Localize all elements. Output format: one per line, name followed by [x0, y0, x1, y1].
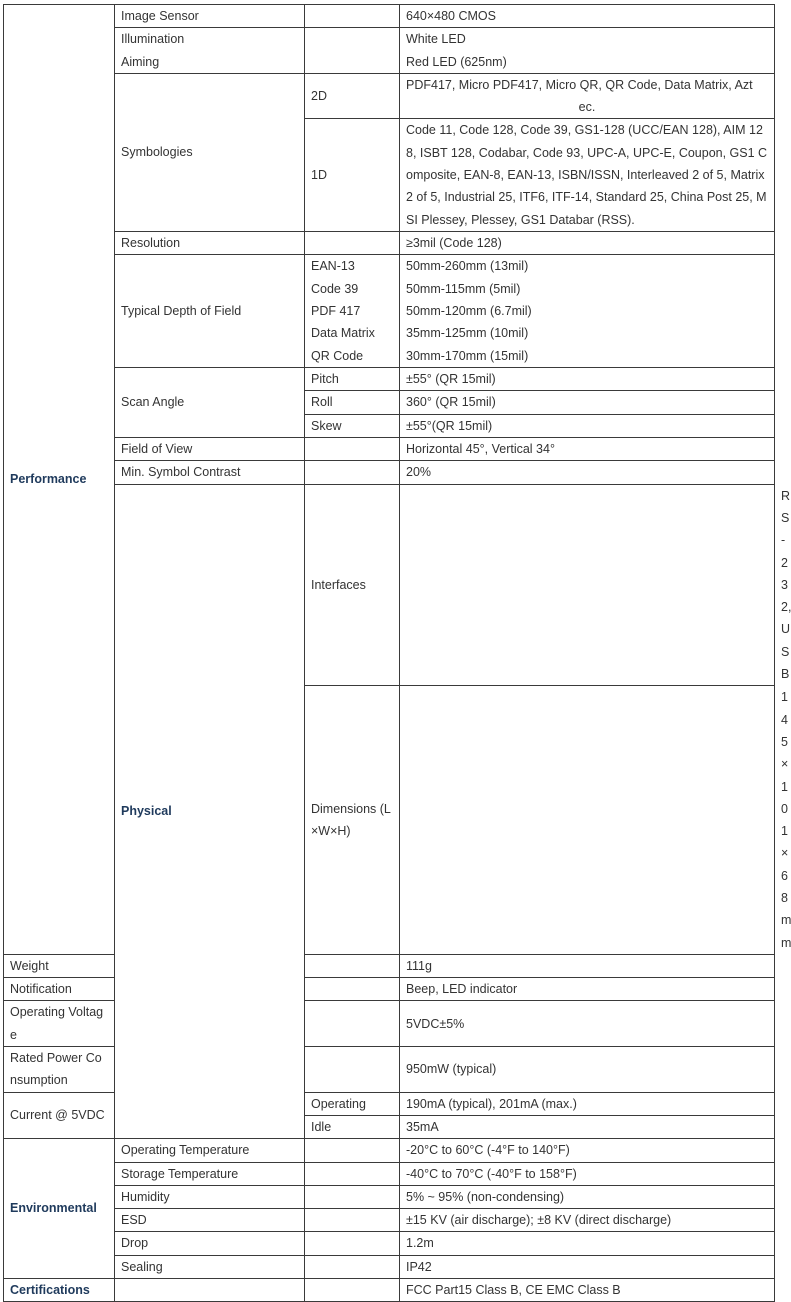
table-row — [4, 438, 775, 461]
table-row — [4, 231, 775, 254]
category-performance: Performance — [4, 5, 115, 955]
spec-value-resolution: ≥3mil (Code 128) — [400, 231, 775, 254]
spec-value-rated-power: 950mW (typical) — [400, 1047, 775, 1093]
spec-value-min-symbol-contrast: 20% — [400, 461, 775, 484]
spec-sub-empty — [305, 5, 400, 28]
table-row — [4, 368, 775, 391]
spec-sub-empty — [305, 1185, 400, 1208]
scan-angle-value: ±55° (QR 15mil) — [400, 368, 775, 391]
spec-value-weight: 111g — [400, 954, 775, 977]
dof-code: Data Matrix — [305, 322, 400, 344]
table-row — [4, 73, 775, 119]
spec-value-image-sensor: 640×480 CMOS — [400, 5, 775, 28]
spec-label-weight: Weight — [4, 954, 115, 977]
scan-angle-value: ±55°(QR 15mil) — [400, 414, 775, 437]
spec-label-aiming: Aiming — [121, 54, 160, 69]
spec-sub-empty — [305, 438, 400, 461]
spec-value-2d — [400, 73, 775, 119]
spec-label-notification: Notification — [4, 978, 115, 1001]
dof-value: 30mm-170mm (15mil) — [400, 345, 775, 368]
spec-label-illumination: Illumination — [121, 32, 185, 47]
table-row — [4, 1209, 775, 1232]
spec-value-sealing: IP42 — [400, 1255, 775, 1278]
spec-value-illumination-aiming — [400, 28, 775, 74]
spec-value-certifications: FCC Part15 Class B, CE EMC Class B — [400, 1279, 775, 1302]
spec-label-interfaces: Interfaces — [305, 484, 400, 686]
table-row — [4, 1139, 775, 1162]
spec-label-operating-voltage: Operating Voltage — [4, 1001, 115, 1047]
spec-label-illumination-aiming — [115, 28, 305, 74]
spec-value-humidity: 5% ~ 95% (non-condensing) — [400, 1185, 775, 1208]
table-row — [4, 1162, 775, 1185]
spec-label-dimensions: Dimensions (L×W×H) — [305, 686, 400, 955]
spec-sub-empty — [305, 1001, 400, 1047]
current-operating-value: 190mA (typical), 201mA (max.) — [400, 1092, 775, 1115]
spec-sub-empty — [400, 686, 775, 955]
table-row — [4, 1185, 775, 1208]
spec-value-drop: 1.2m — [400, 1232, 775, 1255]
spec-sub-empty — [305, 1279, 400, 1302]
spec-sub-2d: 2D — [305, 73, 400, 119]
current-operating-label: Operating — [305, 1092, 400, 1115]
spec-sub-1d: 1D — [305, 119, 400, 231]
dof-value: 50mm-115mm (5mil) — [400, 278, 775, 300]
spec-value-field-of-view: Horizontal 45°, Vertical 34° — [400, 438, 775, 461]
dof-value: 50mm-120mm (6.7mil) — [400, 300, 775, 322]
spec-label-rated-power: Rated Power Consumption — [4, 1047, 115, 1093]
spec-label-current: Current @ 5VDC — [4, 1092, 115, 1139]
spec-sub-empty — [305, 978, 400, 1001]
spec-value-illumination: White LED — [406, 32, 466, 47]
table-row — [4, 1232, 775, 1255]
spec-label-drop: Drop — [115, 1232, 305, 1255]
spec-value-operating-temperature: -20°C to 60°C (-4°F to 140°F) — [400, 1139, 775, 1162]
table-row: Dimensions (L×W×H) 145×101×68mm — [4, 686, 775, 955]
spec-sub-empty — [305, 231, 400, 254]
dof-code: Code 39 — [305, 278, 400, 300]
category-environmental: Environmental — [4, 1139, 115, 1279]
spec-label-sealing: Sealing — [115, 1255, 305, 1278]
dof-code: PDF 417 — [305, 300, 400, 322]
table-row — [4, 255, 775, 278]
spec-value-aiming: Red LED (625nm) — [406, 54, 507, 69]
category-certifications: Certifications — [4, 1279, 115, 1302]
spec-sub-empty — [305, 461, 400, 484]
table-row — [4, 461, 775, 484]
spec-sub-empty — [400, 484, 775, 686]
spec-label-min-symbol-contrast: Min. Symbol Contrast — [115, 461, 305, 484]
table-row — [4, 5, 775, 28]
spec-value-notification: Beep, LED indicator — [400, 978, 775, 1001]
spec-label-humidity: Humidity — [115, 1185, 305, 1208]
spec-sub-empty — [305, 1255, 400, 1278]
dof-code: EAN-13 — [305, 255, 400, 278]
specifications-table — [3, 4, 791, 1302]
spec-label-esd: ESD — [115, 1209, 305, 1232]
spec-sub-empty — [305, 1232, 400, 1255]
dof-code: QR Code — [305, 345, 400, 368]
table-row — [4, 28, 775, 74]
spec-label-operating-temperature: Operating Temperature — [115, 1139, 305, 1162]
spec-label-empty — [115, 1279, 305, 1302]
scan-angle-axis: Skew — [305, 414, 400, 437]
spec-sub-empty — [305, 954, 400, 977]
category-physical: Physical — [115, 484, 305, 1139]
scan-angle-axis: Roll — [305, 391, 400, 414]
dof-value: 50mm-260mm (13mil) — [400, 255, 775, 278]
spec-label-depth-of-field: Typical Depth of Field — [115, 255, 305, 368]
scan-angle-axis: Pitch — [305, 368, 400, 391]
spec-label-image-sensor: Image Sensor — [115, 5, 305, 28]
scan-angle-value: 360° (QR 15mil) — [400, 391, 775, 414]
spec-sub-empty — [305, 1047, 400, 1093]
spec-label-resolution: Resolution — [115, 231, 305, 254]
spec-label-field-of-view: Field of View — [115, 438, 305, 461]
current-idle-label: Idle — [305, 1115, 400, 1138]
spec-sub-empty — [305, 1139, 400, 1162]
spec-sub-empty — [305, 1209, 400, 1232]
spec-label-scan-angle: Scan Angle — [115, 368, 305, 438]
spec-value-esd: ±15 KV (air discharge); ±8 KV (direct discharge) — [400, 1209, 775, 1232]
dof-value: 35mm-125mm (10mil) — [400, 322, 775, 344]
spec-value-storage-temperature: -40°C to 70°C (-40°F to 158°F) — [400, 1162, 775, 1185]
spec-value-1d: Code 11, Code 128, Code 39, GS1-128 (UCC/EAN 128), AIM 128, ISBT 128, Codabar, Code 93, UPC-A, UPC-E, Coupon, GS1 Composite, EAN-8, EAN-13, ISBN/ISSN, Interleaved 2 of 5, Matrix 2 of 5, Industrial 25, ITF6, ITF-14, Standard 25, China Post 25, MSI Plessey, Plessey, GS1 Databar (RSS). — [400, 119, 775, 231]
table-row — [4, 1279, 775, 1302]
spec-value-2d-line1: PDF417, Micro PDF417, Micro QR, QR Code, Data Matrix, Azt — [406, 77, 753, 92]
spec-label-storage-temperature: Storage Temperature — [115, 1162, 305, 1185]
table-row: Physical Interfaces RS-232, USB — [4, 484, 775, 686]
spec-value-operating-voltage: 5VDC±5% — [400, 1001, 775, 1047]
table-row — [4, 1255, 775, 1278]
current-idle-value: 35mA — [400, 1115, 775, 1138]
spec-sub-empty — [305, 28, 400, 74]
spec-label-symbologies: Symbologies — [115, 73, 305, 231]
spec-sub-empty — [305, 1162, 400, 1185]
spec-value-2d-line2: ec. — [578, 100, 596, 115]
